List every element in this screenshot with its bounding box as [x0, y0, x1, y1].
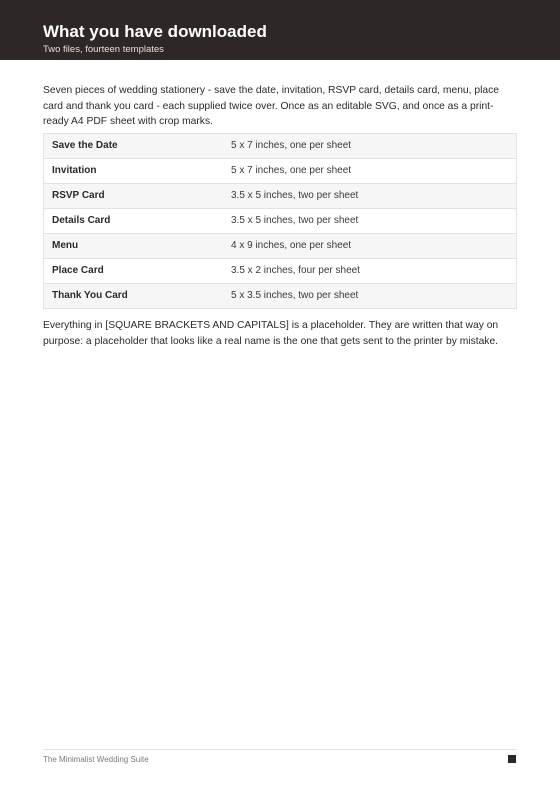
table-row [44, 134, 517, 159]
template-name: RSVP Card [44, 184, 224, 209]
template-name: Place Card [44, 259, 224, 284]
placeholder-note: Everything in [SQUARE BRACKETS AND CAPITALS] is a placeholder. They are written that way on purpose: a placeholder that looks like a real name is the one that gets sent to the printer by mistake. [43, 320, 499, 347]
template-name: Save the Date [44, 134, 224, 159]
page-title: What you have downloaded [43, 22, 267, 41]
template-name: Details Card [44, 209, 224, 234]
template-spec: 4 x 9 inches, one per sheet [223, 234, 517, 259]
footer-divider [43, 749, 517, 750]
table-row [44, 209, 517, 234]
footer-suite-name: The Minimalist Wedding Suite [43, 755, 149, 764]
template-name: Menu [44, 234, 224, 259]
table-row [44, 159, 517, 184]
template-spec: 3.5 x 5 inches, two per sheet [223, 184, 517, 209]
templates-table [43, 133, 517, 309]
table-row [44, 234, 517, 259]
header-banner [0, 0, 560, 60]
template-name: Invitation [44, 159, 224, 184]
template-spec: 5 x 7 inches, one per sheet [223, 159, 517, 184]
template-spec: 3.5 x 5 inches, two per sheet [223, 209, 517, 234]
intro-paragraph: Seven pieces of wedding stationery - save the date, invitation, RSVP card, details card, menu, place card and thank you card - each supplied twice over. Once as an editable SVG, and once as a print-ready A4 PDF sheet with crop marks. [43, 85, 499, 127]
table-row [44, 259, 517, 284]
template-spec: 5 x 7 inches, one per sheet [223, 134, 517, 159]
page-subtitle: Two files, fourteen templates [43, 44, 164, 55]
footer-square-mark [508, 755, 516, 763]
table-row [44, 184, 517, 209]
table-row [44, 284, 517, 309]
template-spec: 3.5 x 2 inches, four per sheet [223, 259, 517, 284]
template-name: Thank You Card [44, 284, 224, 309]
template-spec: 5 x 3.5 inches, two per sheet [223, 284, 517, 309]
